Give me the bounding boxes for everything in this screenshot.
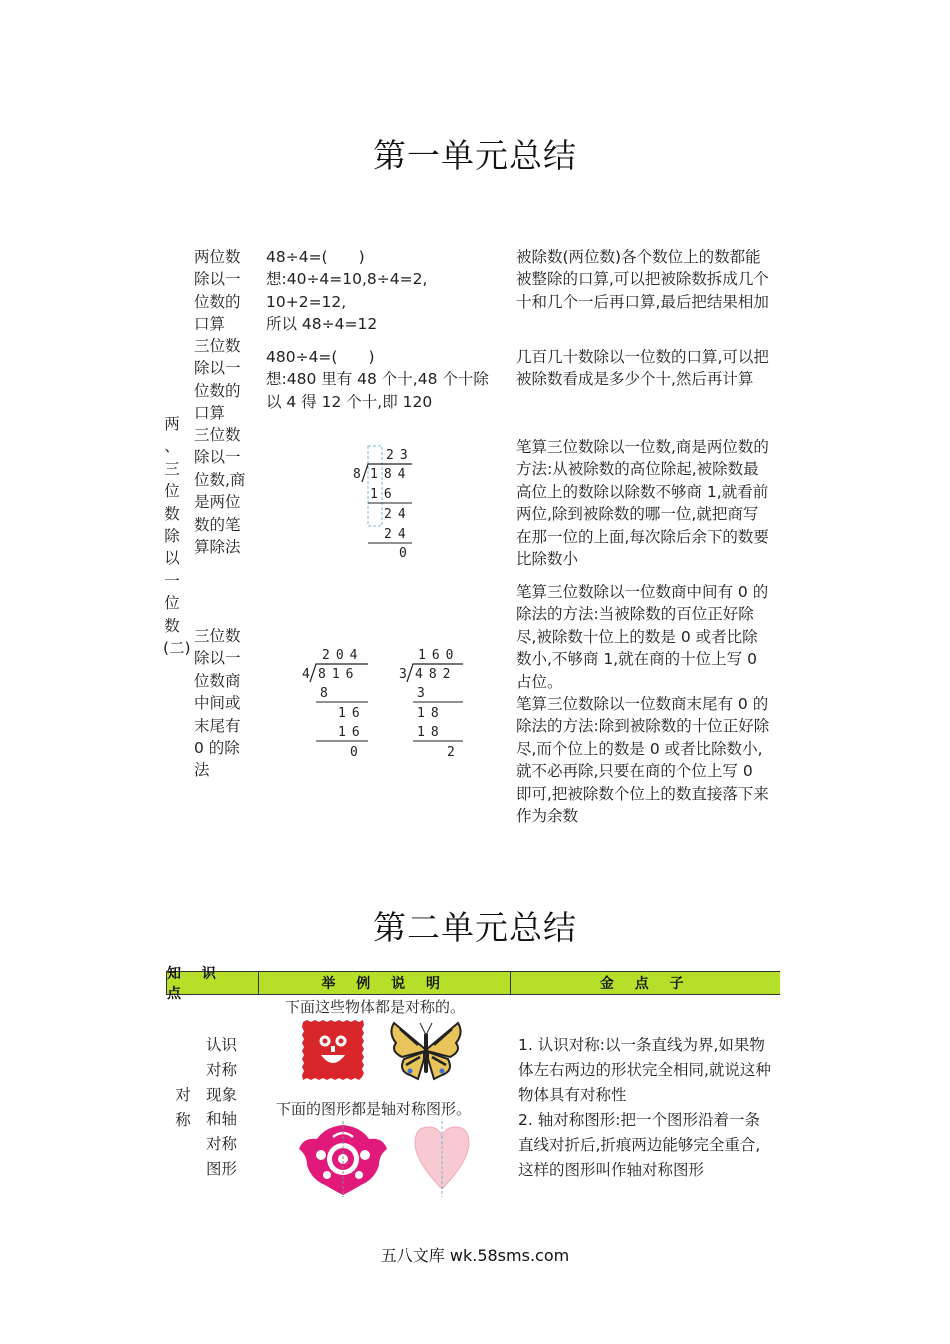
tip-3: 笔算三位数除以一位数,商是两位数的方法:从被除数的高位除起,被除数最高位上的数除以除数不够商 1,就看前两位,除到被除数的哪一位,就把商写在那一位的上面,每次除后余下的数要比除数小 xyxy=(516,438,769,569)
division-184-by-8 xyxy=(330,440,430,562)
divisor-a: 4 xyxy=(302,667,310,682)
step-2: 24 xyxy=(384,507,412,522)
table-header xyxy=(166,966,780,1002)
unit2-tip-2: 2. 轴对称图形:把一个图形沿着一条直线对折后,折痕两边能够完全重合,这样的图形叫作轴对称图形 xyxy=(518,1111,761,1179)
dividend: 184 xyxy=(370,467,412,482)
tip-1: 被除数(两位数)各个数位上的数都能被整除的口算,可以把被除数拆成几个十和几个一后再口算,最后把结果相加 xyxy=(516,248,769,311)
butterfly-icon xyxy=(388,1019,464,1081)
dividend-b: 482 xyxy=(415,667,457,682)
divisor: 8 xyxy=(353,467,361,482)
topic-name-3: 三位数除以一位数,商是两位数的笔算除法 xyxy=(194,426,246,557)
step-1: 16 xyxy=(370,487,398,502)
step-a3: 16 xyxy=(338,725,366,740)
header-example: 举 例 说 明 xyxy=(259,972,512,994)
unit1-title: 第一单元总结 xyxy=(373,136,577,175)
quotient-a: 204 xyxy=(322,648,364,663)
unit2-topic: 认识对称现象和轴对称图形 xyxy=(206,1036,238,1178)
heart-icon xyxy=(411,1121,473,1197)
header-tips: 金 点 子 xyxy=(599,976,692,992)
quotient-digits: 23 xyxy=(386,448,414,463)
tip-4b: 笔算三位数除以一位数商末尾有 0 的除法的方法:除到被除数的十位正好除尽,而个位上的数是 0 或者比除数小,就不必再除,只要在商的个位上写 0 即可,把被除数个位上的数直接落下来作为余数 xyxy=(516,695,770,826)
step-a1: 8 xyxy=(320,686,328,701)
topic-name-1: 两位数除以一位数的口算 xyxy=(194,248,241,334)
example-text-2: 下面的图形都是轴对称图形。 xyxy=(276,1100,472,1118)
step-4: 0 xyxy=(399,546,407,561)
step-a2: 16 xyxy=(338,706,366,721)
unit2-category: 对 称 xyxy=(175,1086,191,1129)
example-2: 480÷4=( ) 想:480 里有 48 个十,48 个十除以 4 得 12 个十,即 120 xyxy=(266,348,489,411)
divisor-b: 3 xyxy=(399,667,407,682)
paper-cut-icon xyxy=(297,1121,389,1197)
red-face-stamp-icon xyxy=(301,1019,365,1081)
example-1: 48÷4=( ) 想:40÷4=10,8÷4=2, 10+2=12, 所以 48÷4=12 xyxy=(266,248,428,334)
quotient-b: 160 xyxy=(418,648,460,663)
topic-name-2: 三位数除以一位数的口算 xyxy=(194,337,241,423)
unit2-title: 第二单元总结 xyxy=(373,908,577,947)
step-b1: 3 xyxy=(417,686,425,701)
topic-name-4: 三位数除以一位数商中间或末尾有 0 的除法 xyxy=(194,627,241,780)
step-b4: 2 xyxy=(447,745,455,760)
tip-4a: 笔算三位数除以一位数商中间有 0 的除法的方法:当被除数的百位正好除尽,被除数十位上的数是 0 或者比除数小,不够商 1,就在商的十位上写 0 占位。 xyxy=(516,583,769,691)
unit1-category: 两 、 三 位 数 除 以 一 位 数 (二) xyxy=(163,415,191,658)
step-3: 24 xyxy=(384,527,412,542)
division-482-by-3 xyxy=(393,645,473,761)
dividend-a: 816 xyxy=(318,667,360,682)
example-text-1: 下面这些物体都是对称的。 xyxy=(285,998,466,1016)
tip-2: 几百几十数除以一位数的口算,可以把被除数看成是多少个十,然后再计算 xyxy=(516,348,769,389)
division-816-by-4 xyxy=(296,645,376,761)
unit2-tip-1: 1. 认识对称:以一条直线为界,如果物体左右两边的形状完全相同,就说这种物体具有对称性 xyxy=(518,1036,771,1104)
step-b3: 18 xyxy=(417,725,445,740)
header-knowledge: 知 识 点 xyxy=(167,972,259,994)
footer-watermark: 五八文库 wk.58sms.com xyxy=(380,1246,570,1265)
step-b2: 18 xyxy=(417,706,445,721)
step-a4: 0 xyxy=(350,745,358,760)
